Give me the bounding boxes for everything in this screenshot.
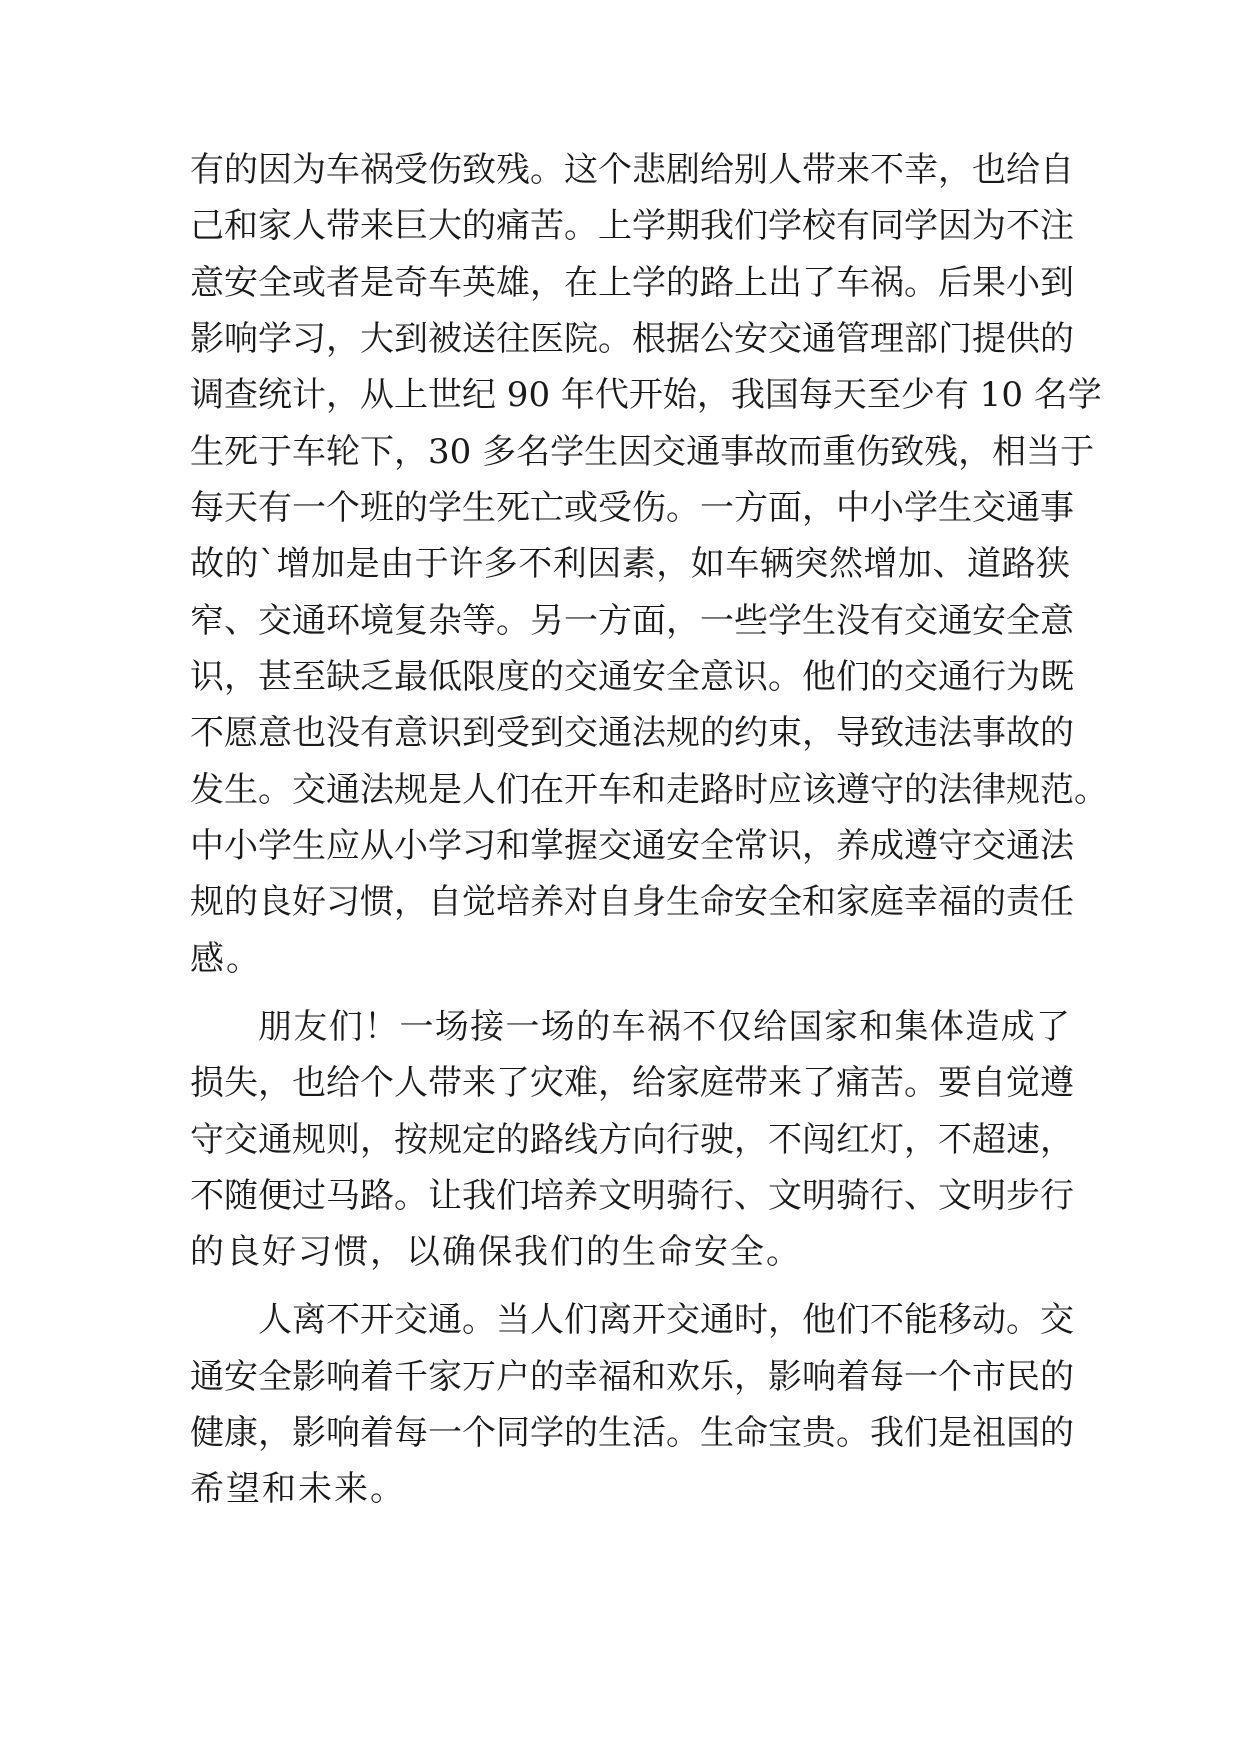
text-line: 不随便过马路。让我们培养文明骑行、文明骑行、文明步行 <box>190 1176 1074 1216</box>
text-line: 规的良好习惯，自觉培养对自身生命安全和家庭幸福的责任 <box>190 882 1074 922</box>
paragraph-first-line: 人离不开交通。当人们离开交通时，他们不能移动。交 <box>258 1300 1074 1340</box>
text-line: 感。 <box>190 939 262 979</box>
text-line: 生死于车轮下，30 多名学生因交通事故而重伤致残，相当于 <box>190 432 1095 472</box>
text-line: 希望和未来。 <box>190 1469 406 1509</box>
text-line: 识，甚至缺乏最低限度的交通安全意识。他们的交通行为既 <box>190 657 1074 697</box>
text-line: 己和家人带来巨大的痛苦。上学期我们学校有同学因为不注 <box>190 206 1074 246</box>
paragraph-first-line: 朋友们！一场接一场的车祸不仅给国家和集体造成了 <box>258 1007 1070 1047</box>
text-line: 调查统计，从上世纪 90 年代开始，我国每天至少有 10 名学 <box>190 375 1102 415</box>
text-line: 损失，也给个人带来了灾难，给家庭带来了痛苦。要自觉遵 <box>190 1063 1074 1103</box>
text-line: 影响学习，大到被送往医院。根据公安交通管理部门提供的 <box>190 319 1074 359</box>
text-line: 不愿意也没有意识到受到交通法规的约束，导致违法事故的 <box>190 713 1074 753</box>
text-line: 守交通规则，按规定的路线方向行驶，不闯红灯，不超速， <box>190 1120 1074 1160</box>
text-line: 通安全影响着千家万户的幸福和欢乐，影响着每一个市民的 <box>190 1357 1074 1397</box>
text-line: 故的`增加是由于许多不利因素，如车辆突然增加、道路狭 <box>190 544 1070 584</box>
text-line: 健康，影响着每一个同学的生活。生命宝贵。我们是祖国的 <box>190 1413 1074 1453</box>
text-line: 每天有一个班的学生死亡或受伤。一方面，中小学生交通事 <box>190 488 1074 528</box>
text-line: 有的因为车祸受伤致残。这个悲剧给别人带来不幸，也给自 <box>190 150 1074 190</box>
text-line: 的良好习惯，以确保我们的生命安全。 <box>190 1232 802 1272</box>
text-line: 中小学生应从小学习和掌握交通安全常识，养成遵守交通法 <box>190 826 1074 866</box>
text-line: 意安全或者是奇车英雄，在上学的路上出了车祸。后果小到 <box>190 263 1074 303</box>
text-line: 窄、交通环境复杂等。另一方面，一些学生没有交通安全意 <box>190 601 1074 641</box>
text-line: 发生。交通法规是人们在开车和走路时应该遵守的法律规范。 <box>190 770 1108 810</box>
